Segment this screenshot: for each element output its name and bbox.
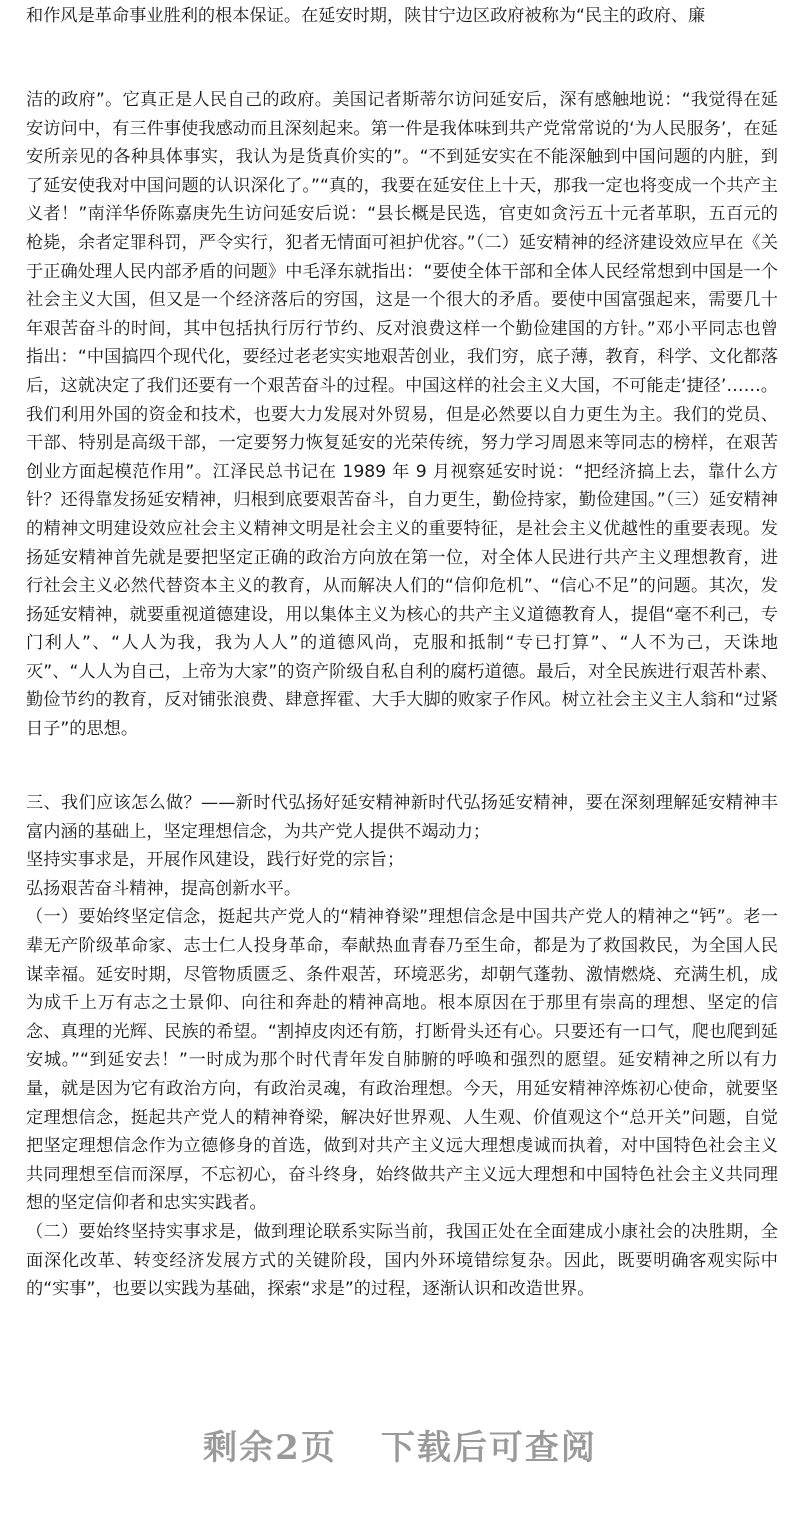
- text-paragraph-main: 洁的政府”。它真正是人民自己的政府。美国记者斯蒂尔访问延安后，深有感触地说：“我觉得在延安访问中，有三件事使我感动而且深刻起来。第一件是我体味到共产党常常说的‘为人民服务’，在延安所亲见的各种具体事实，我认为是货真价实的”。“不到延安实在不能深触到中国问题的内脏，到了延安使我对中国问题的认识深化了。”“真的，我要在延安住上十天，那我一定也将变成一个共产主义者！”南洋华侨陈嘉庚先生访问延安后说：“县长概是民选，官吏如贪污五十元者革职，五百元的枪毙，余者定罪科罚，严令实行，犯者无情面可袒护优容。”（二）延安精神的经济建设效应早在《关于正确处理人民内部矛盾的问题》中毛泽东就指出：“要使全体干部和全体人民经常想到中国是一个社会主义大国，但又是一个经济落后的穷国，这是一个很大的矛盾。要使中国富强起来，需要几十年艰苦奋斗的时间，其中包括执行厉行节约、反对浪费这样一个勤俭建国的方针。”邓小平同志也曾指出：“中国搞四个现代化，要经过老老实实地艰苦创业，我们穷，底子薄，教育，科学、文化都落后，这就决定了我们还要有一个艰苦奋斗的过程。中国这样的社会主义大国，不可能走‘捷径’……。我们利用外国的资金和技术，也要大力发展对外贸易，但是必然要以自力更生为主。我们的党员、干部、特别是高级干部，一定要努力恢复延安的光荣传统，努力学习周恩来等同志的榜样，在艰苦创业方面起模范作用”。江泽民总书记在 1989 年 9 月视察延安时说：“把经济搞上去，靠什么方针？还得靠发扬延安精神，归根到底要艰苦奋斗，自力更生，勤俭持家，勤俭建国。”（三）延安精神的精神文明建设效应社会主义精神文明是社会主义的重要特征，是社会主义优越性的重要表现。发扬延安精神首先就是要把坚定正确的政治方向放在第一位，对全体人民进行共产主义理想教育，进行社会主义必然代替资本主义的教育，从而解决人们的“信仰危机”、“信心不足”的问题。其次，发扬延安精神，就要重视道德建设，用以集体主义为核心的共产主义道德教育人，提倡“毫不利己，专门利人”、“人人为我，我为人人”的道德风尚，克服和抵制“专已打算”、“人不为己，天诛地灭”、“人人为自己，上帝为大家”的资产阶级自私自利的腐朽道德。最后，对全民族进行艰苦朴素、勤俭节约的教育，反对铺张浪费、肆意挥霍、大手大脚的败家子作风。树立社会主义主人翁和“过紧日子”的思想。: [26, 90, 778, 740]
- remaining-pages-label: 剩余2页: [203, 1428, 337, 1468]
- text-fragment-top: 和作风是革命事业胜利的根本保证。在延安时期，陕甘宁边区政府被称为“民主的政府、廉: [26, 6, 706, 26]
- download-prompt-label[interactable]: 下载后可查阅: [380, 1428, 597, 1468]
- preview-limit-banner[interactable]: [0, 1418, 800, 1478]
- text-paragraph-section3: 三、我们应该怎么做？——新时代弘扬好延安精神新时代弘扬延安精神，要在深刻理解延安精神丰富内涵的基础上，坚定理想信念，为共产党人提供不竭动力； 坚持实事求是，开展作风建设，践行好党的宗旨； 弘扬艰苦奋斗精神，提高创新水平。 （一）要始终坚定信念，挺起共产党人的“精神脊梁”理想信念是中国共产党人的精神之“钙”。老一辈无产阶级革命家、志士仁人投身革命，奉献热血青春乃至生命，都是为了救国救民，为全国人民谋幸福。延安时期，尽管物质匮乏、条件艰苦，环境恶劣，却朝气蓬勃、激情燃烧、充满生机，成为成千上万有志之士景仰、向往和奔赴的精神高地。根本原因在于那里有崇高的理想、坚定的信念、真理的光辉、民族的希望。“割掉皮肉还有筋，打断骨头还有心。只要还有一口气，爬也爬到延安城。”“到延安去！”一时成为那个时代青年发自肺腑的呼唤和强烈的愿望。延安精神之所以有力量，就是因为它有政治方向，有政治灵魂，有政治理想。今天，用延安精神淬炼初心使命，就要坚定理想信念，挺起共产党人的精神脊梁，解决好世界观、人生观、价值观这个“总开关”问题，自觉把坚定理想信念作为立德修身的首选，做到对共产主义远大理想虔诚而执着，对中国特色社会主义共同理想至信而深厚，不忘初心，奋斗终身，始终做共产主义远大理想和中国特色社会主义共同理想的坚定信仰者和忠实实践者。 （二）要始终坚持实事求是，做到理论联系实际当前，我国正处在全面建成小康社会的决胜期，全面深化改革、转变经济发展方式的关键阶段，国内外环境错综复杂。因此，既要明确客观实际中的“实事”，也要以实践为基础，探索“求是”的过程，逐渐认识和改造世界。: [26, 793, 778, 1300]
